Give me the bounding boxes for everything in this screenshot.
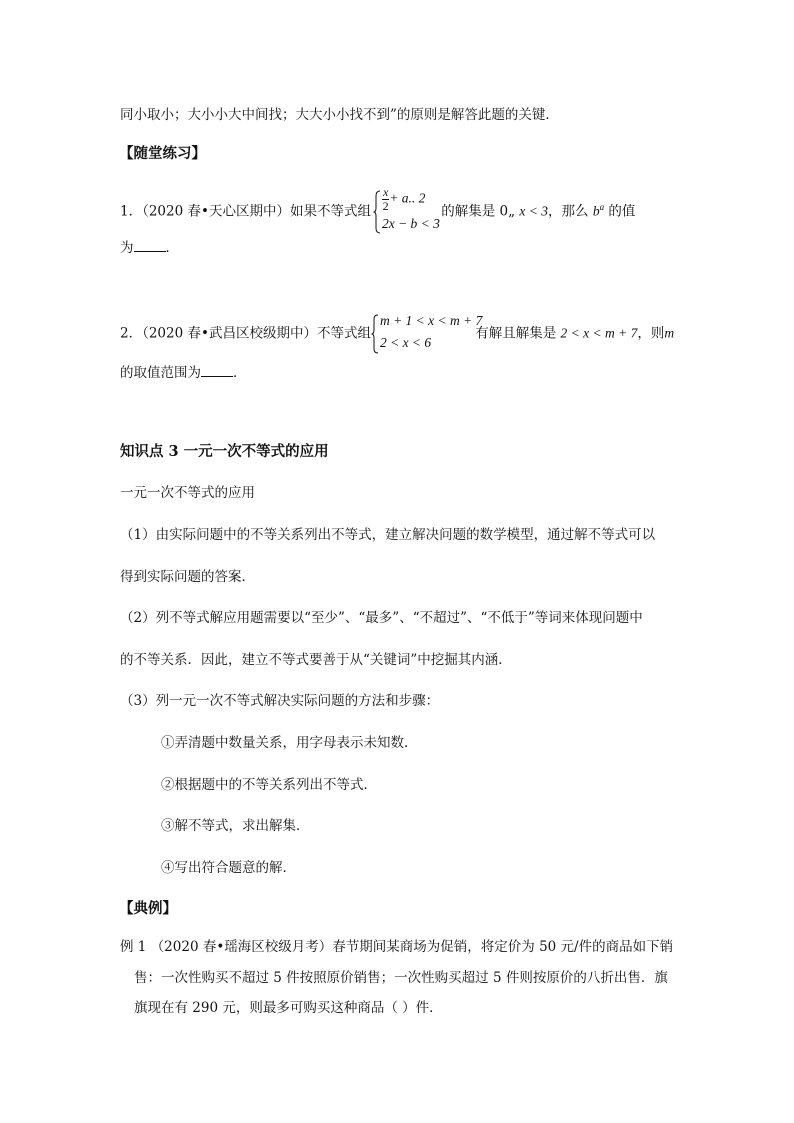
- step-1: ①弄清题中数量关系，用字母表示未知数．: [161, 735, 418, 751]
- example-line-2: 售：一次性购买不超过 5 件按照原价销售；一次性购买超过 5 件则按原价的八折出售．旗: [134, 970, 668, 986]
- paragraph-1-line-1: （1）由实际问题中的不等关系列出不等式，建立解决问题的数学模型，通过解不等式可以: [120, 527, 656, 543]
- system-1-row-1: $\frac{x}{2}$ + a.. 2: [382, 185, 426, 213]
- paragraph-3: （3）列一元一次不等式解决实际问题的方法和步骤：: [120, 693, 440, 709]
- fraction: $\frac{x}{2}$: [382, 185, 389, 213]
- answer-blank[interactable]: [201, 364, 233, 377]
- system-2-row-2: 2 < x < 6: [379, 335, 432, 350]
- inequality-system-1: [373, 185, 440, 234]
- sub-heading: 一元一次不等式的应用: [120, 485, 255, 501]
- question-1: 1．（2020 春•天心区期中）如果不等式组 $\frac{x}{2}$ + a.. 2 2x − b < 3 的解集是 0„ x < 3，那么 $b^a$ 的值: [120, 190, 635, 234]
- paragraph-2-line-2: 的不等关系．因此，建立不等式要善于从“关键词”中挖掘其内涵．: [120, 652, 512, 668]
- question-2-prefix: 2．（2020 春•武昌区校级期中）不等式组: [120, 325, 371, 342]
- brace-icon: [373, 190, 381, 234]
- paragraph-2-line-1: （2）列不等式解应用题需要以“至少”、“最多”、“不超过”、“不低于”等词来体现问题中: [120, 610, 643, 626]
- example-heading: 【典例】: [119, 900, 177, 917]
- question-2: 2．（2020 春•武昌区校级期中）不等式组 m + 1 < x < m + 7 2 < x < 6 有解且解集是 2 < x < m + 7，则m: [120, 314, 674, 354]
- intro-line: 同小取小；大小小大中间找；大大小小找不到”的原则是解答此题的关键．: [120, 107, 559, 123]
- system-2-row-1: m + 1 < x < m + 7: [379, 313, 483, 328]
- answer-blank[interactable]: [134, 239, 166, 252]
- paragraph-1-line-2: 得到实际问题的答案．: [120, 569, 255, 585]
- step-4: ④写出符合题意的解．: [161, 860, 296, 876]
- question-1-line-2: 为 ．: [120, 240, 179, 256]
- practice-heading: 【随堂练习】: [119, 145, 206, 162]
- question-1-prefix: 1．（2020 春•天心区期中）如果不等式组: [120, 203, 371, 220]
- inequality-system-2: [371, 313, 483, 354]
- step-2: ②根据题中的不等关系列出不等式．: [161, 777, 377, 793]
- system-1-row-2: 2x − b < 3: [381, 216, 440, 231]
- question-2-line-2: 的取值范围为 ．: [120, 365, 247, 381]
- brace-icon: [371, 314, 379, 354]
- section-heading: 知识点 3 一元一次不等式的应用: [120, 443, 329, 460]
- example-line-1: 例 1 （2020 春•瑶海区校级月考）春节期间某商场为促销，将定价为 50 元/件的商品如下销: [120, 939, 674, 955]
- step-3: ③解不等式，求出解集．: [161, 818, 310, 834]
- example-line-3: 旗现在有 290 元，则最多可购买这种商品（ ）件．: [134, 1000, 443, 1016]
